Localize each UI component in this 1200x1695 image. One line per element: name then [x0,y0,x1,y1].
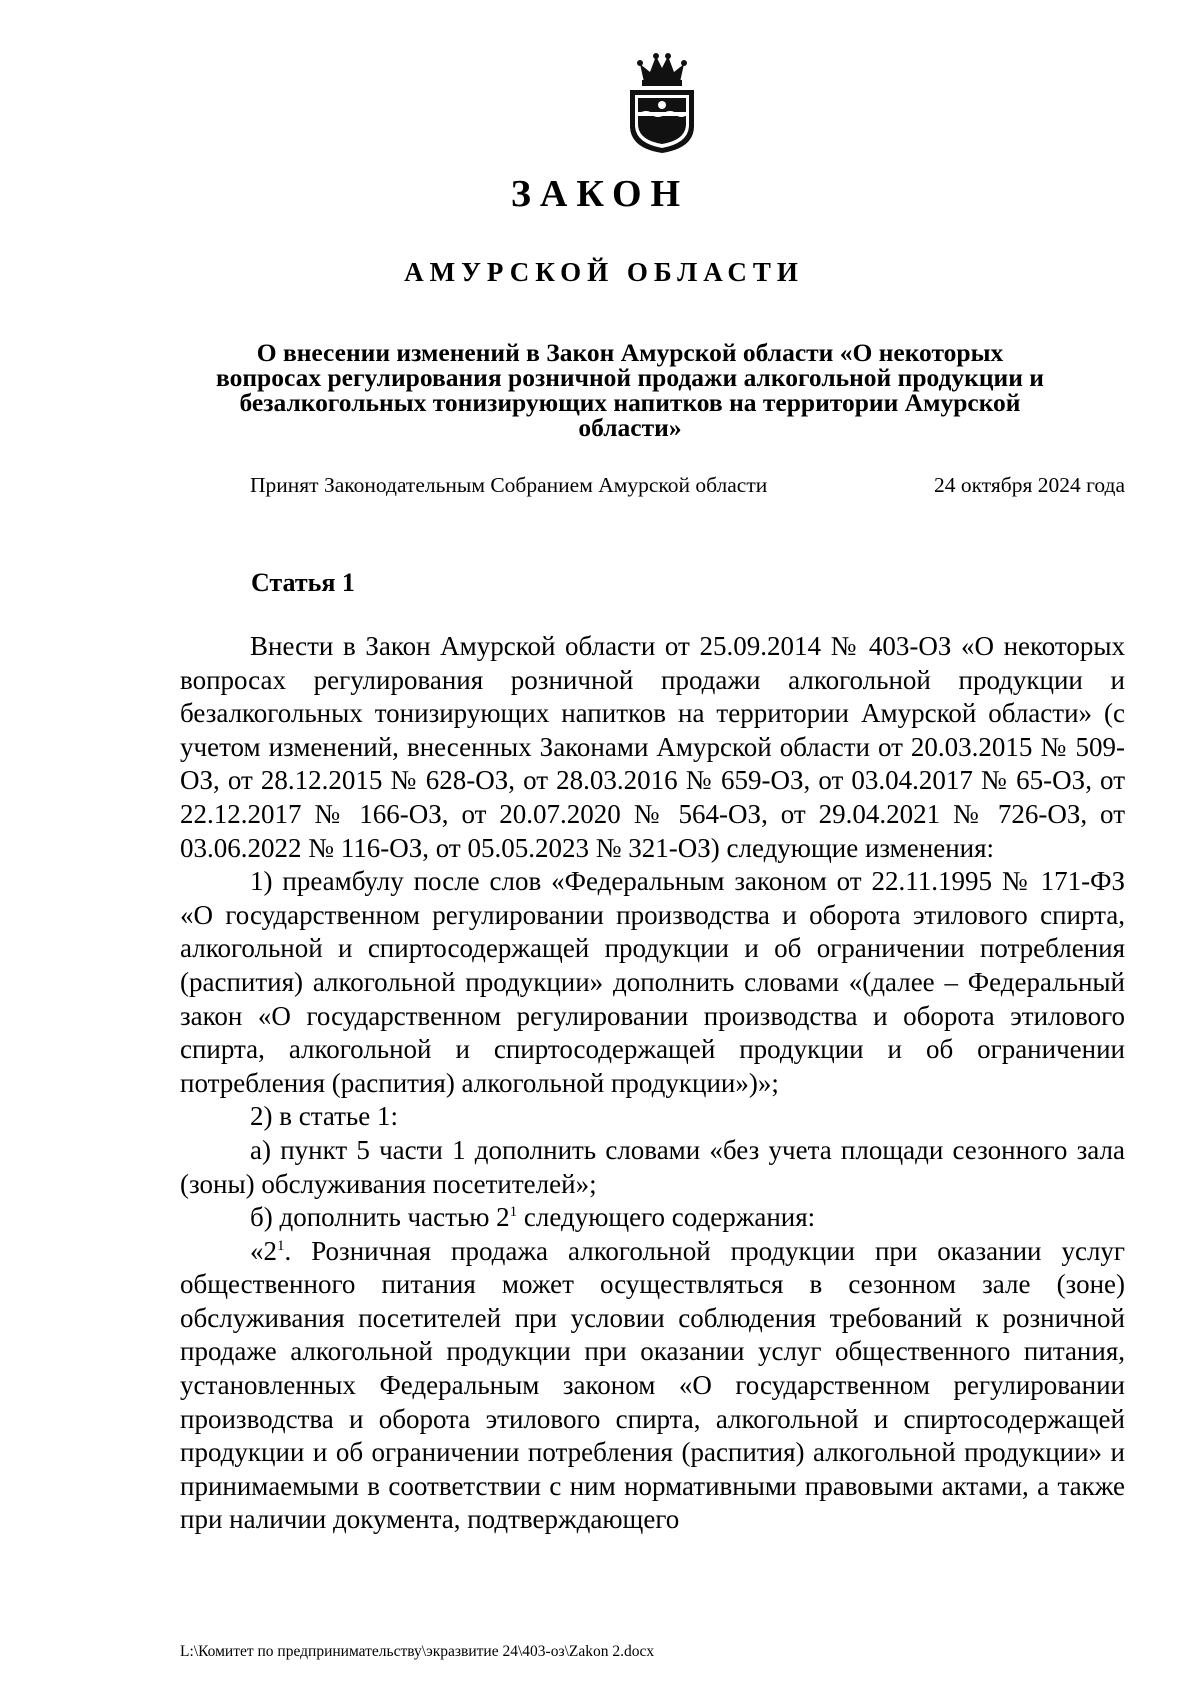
new-part-text [180,1235,1125,1537]
amendment-item-2b [180,1201,1125,1235]
amendment-item-1: 1) преамбулу после слов «Федеральным законом от 22.11.1995 № 171-ФЗ «О государственном регулировании производства и оборота этилового спирта, алкогольной и спиртосодержащей продукции и об ограничении потребления (распития) алкогольной продукции» дополнить словами «(далее – Федеральный закон «О государственном регулировании производства и оборота этилового спирта, алкогольной и спиртосодержащей продукции и об ограничении потребления (распития) алкогольной продукции»)»; [180,866,1125,1098]
adopted-by: Принят Законодательным Собранием Амурской области [250,473,768,497]
law-name-line: безалкогольных тонизирующих напитков на территории Амурской [239,388,1021,417]
amendment-item-2a: а) пункт 5 части 1 дополнить словами «без учета площади сезонного зала (зоны) обслуживания посетителей»; [180,1134,1125,1199]
quote-prefix: «2 [250,1235,277,1266]
document-region: АМУРСКОЙ ОБЛАСТИ [404,257,804,287]
quote-superscript: 1 [277,1237,285,1254]
law-name [180,340,1080,440]
quote-text: . Розничная продажа алкогольной продукции при оказании услуг общественного питания может осуществляться в сезонном зале (зоне) обслуживания посетителей при условии соблюдения требований к розничной продаже алкогольной продукции при оказании услуг общественного питания, установленных Федеральным законом «О государственном регулировании производства и оборота этилового спирта, алкогольной и спиртосодержащей продукции и об ограничении потребления (распития) алкогольной продукции» и принимаемыми в соответствии с ним нормативными правовыми актами, а также при наличии документа, подтверждающего [180,1235,1125,1535]
adopted-date: 24 октября 2024 года [933,473,1125,497]
item-2b-superscript: 1 [509,1204,518,1221]
article-heading: Статья 1 [251,568,355,597]
document-title: ЗАКОН [510,173,690,215]
law-name-line: области» [578,413,682,442]
item-2b-prefix: б) дополнить частью 2 [250,1202,510,1233]
coat-of-arms-icon [622,52,702,154]
article-intro: Внести в Закон Амурской области от 25.09.2014 № 403-ОЗ «О некоторых вопросах регулирования розничной продажи алкогольной продукции и безалкогольных тонизирующих напитков на территории Амурской области» (с учетом изменений, внесенных Законами Амурской области от 20.03.2015 № 509-ОЗ, от 28.12.2015 № 628-ОЗ, от 28.03.2016 № 659-ОЗ, от 03.04.2017 № 65-ОЗ, от 22.12.2017 № 166-ОЗ, от 20.07.2020 № 564-ОЗ, от 29.04.2021 № 726-ОЗ, от 03.06.2022 № 116-ОЗ, от 05.05.2023 № 321-ОЗ) следующие изменения: [180,631,1125,863]
law-name-line: О внесении изменений в Закон Амурской области «О некоторых [256,338,1004,367]
law-name-line: вопросах регулирования розничной продажи алкогольной продукции и [215,363,1044,392]
item-2b-suffix: следующего содержания: [517,1202,816,1233]
adoption-line [250,473,1125,498]
amendment-item-2: 2) в статье 1: [250,1101,398,1132]
file-path-footer: L:\Комитет по предпринимательству\экразвитие 24\403-оз\Zakon 2.docx [180,1643,655,1660]
article-body [180,630,1125,1537]
